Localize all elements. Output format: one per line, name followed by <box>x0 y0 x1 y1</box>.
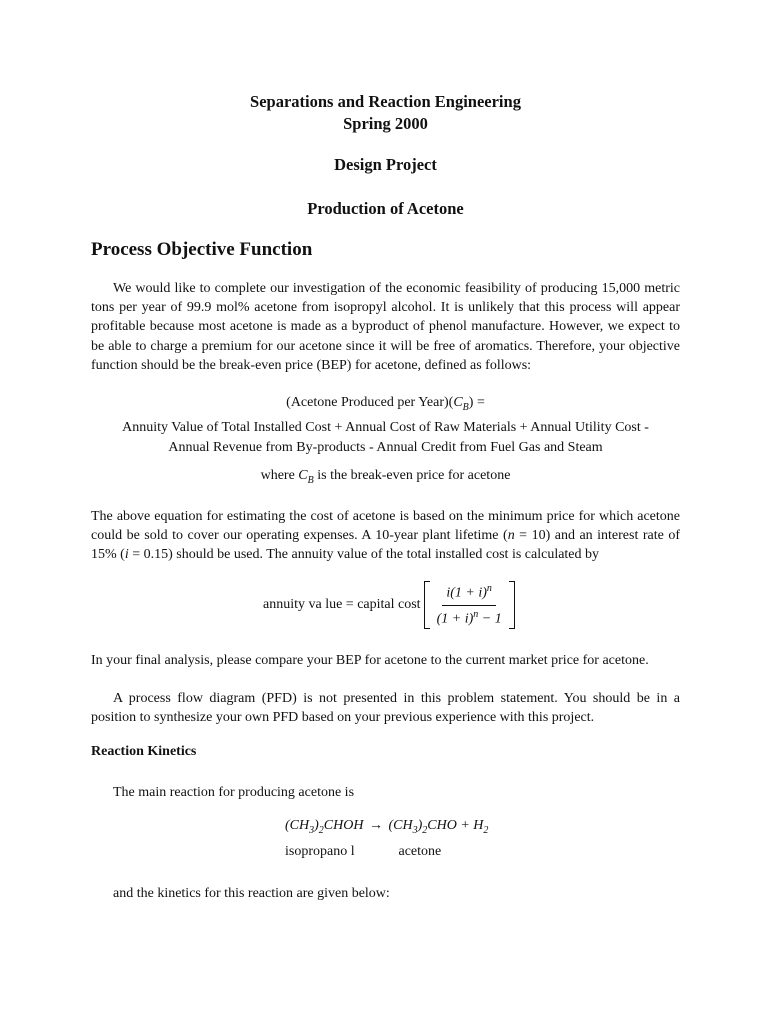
pfd-paragraph: A process flow diagram (PFD) is not presented in this problem statement. You should be in a position to synthesize your own PFD based on your previous experience with this project. <box>91 691 680 726</box>
intro-paragraph: We would like to complete our investigation of the economic feasibility of producing 15,000 metric tons per year of 99.9 mol% acetone from isopropyl alcohol. It is unlikely that this process will appear profitable because most acetone is made as a byproduct of phenol manufacture. However, we expect to be able to charge a premium for our acetone since it will be free of aromatics. Therefore, your objective function should be the break-even price (BEP) for acetone, defined as follows: <box>91 281 680 373</box>
annuity-numerator: $i(1 + i)^n$ <box>442 581 496 606</box>
reaction-arrow: → <box>368 818 383 833</box>
section-heading: Process Objective Function <box>91 239 313 260</box>
document-page <box>91 0 680 1024</box>
final-analysis-paragraph: In your final analysis, please compare your BEP for acetone to the current market price for acetone. <box>91 653 649 668</box>
bep-equation-lhs: (Acetone Produced per $Year)(C_B)$ = <box>286 395 485 413</box>
product-label: acetone <box>398 844 442 859</box>
course-title: Separations and Reaction Engineering <box>250 92 521 111</box>
reactant-label: isopropano l <box>285 844 355 859</box>
kinetics-heading: Reaction Kinetics <box>91 744 197 759</box>
kinetics-intro: and the kinetics for this reaction are given below: <box>113 886 390 901</box>
bep-equation-line2: Annuity Value of Total Installed Cost + Annual Cost of Raw Materials + Annual Utility Cost - <box>122 419 649 435</box>
project-heading: Design Project <box>334 155 437 174</box>
term-title: Spring 2000 <box>343 114 428 133</box>
where-line: where $C_B$ is the break-even price for acetone <box>260 468 511 486</box>
annuity-denominator: $(1 + i)^n - 1$ <box>436 608 502 627</box>
estimate-paragraph: The above equation for estimating the cost of acetone is based on the minimum price for which acetone could be sold to cover our operating expenses. A 10-year plant lifetime (n = 10) and an interest rate of 15% (i = 0.15) should be used. The annuity value of the total installed cost is calculated by <box>91 509 680 563</box>
bep-equation-line3: Annual Revenue from By-products - Annual Credit from Fuel Gas and Steam <box>168 439 603 455</box>
annuity-label: annuity va lue = capital cost <box>263 597 421 612</box>
reaction-equation: $(CH_3)_2CHOH \to (CH_3)_2CHO + H_2$ <box>285 818 489 836</box>
bep-equation <box>91 393 680 458</box>
title-block <box>91 91 680 135</box>
right-bracket <box>509 581 515 629</box>
product-heading: Production of Acetone <box>307 199 464 218</box>
annuity-equation <box>263 582 515 628</box>
reaction-labels <box>285 844 441 860</box>
annuity-fraction <box>424 581 515 629</box>
main-reaction-intro: The main reaction for producing acetone is <box>113 785 355 800</box>
